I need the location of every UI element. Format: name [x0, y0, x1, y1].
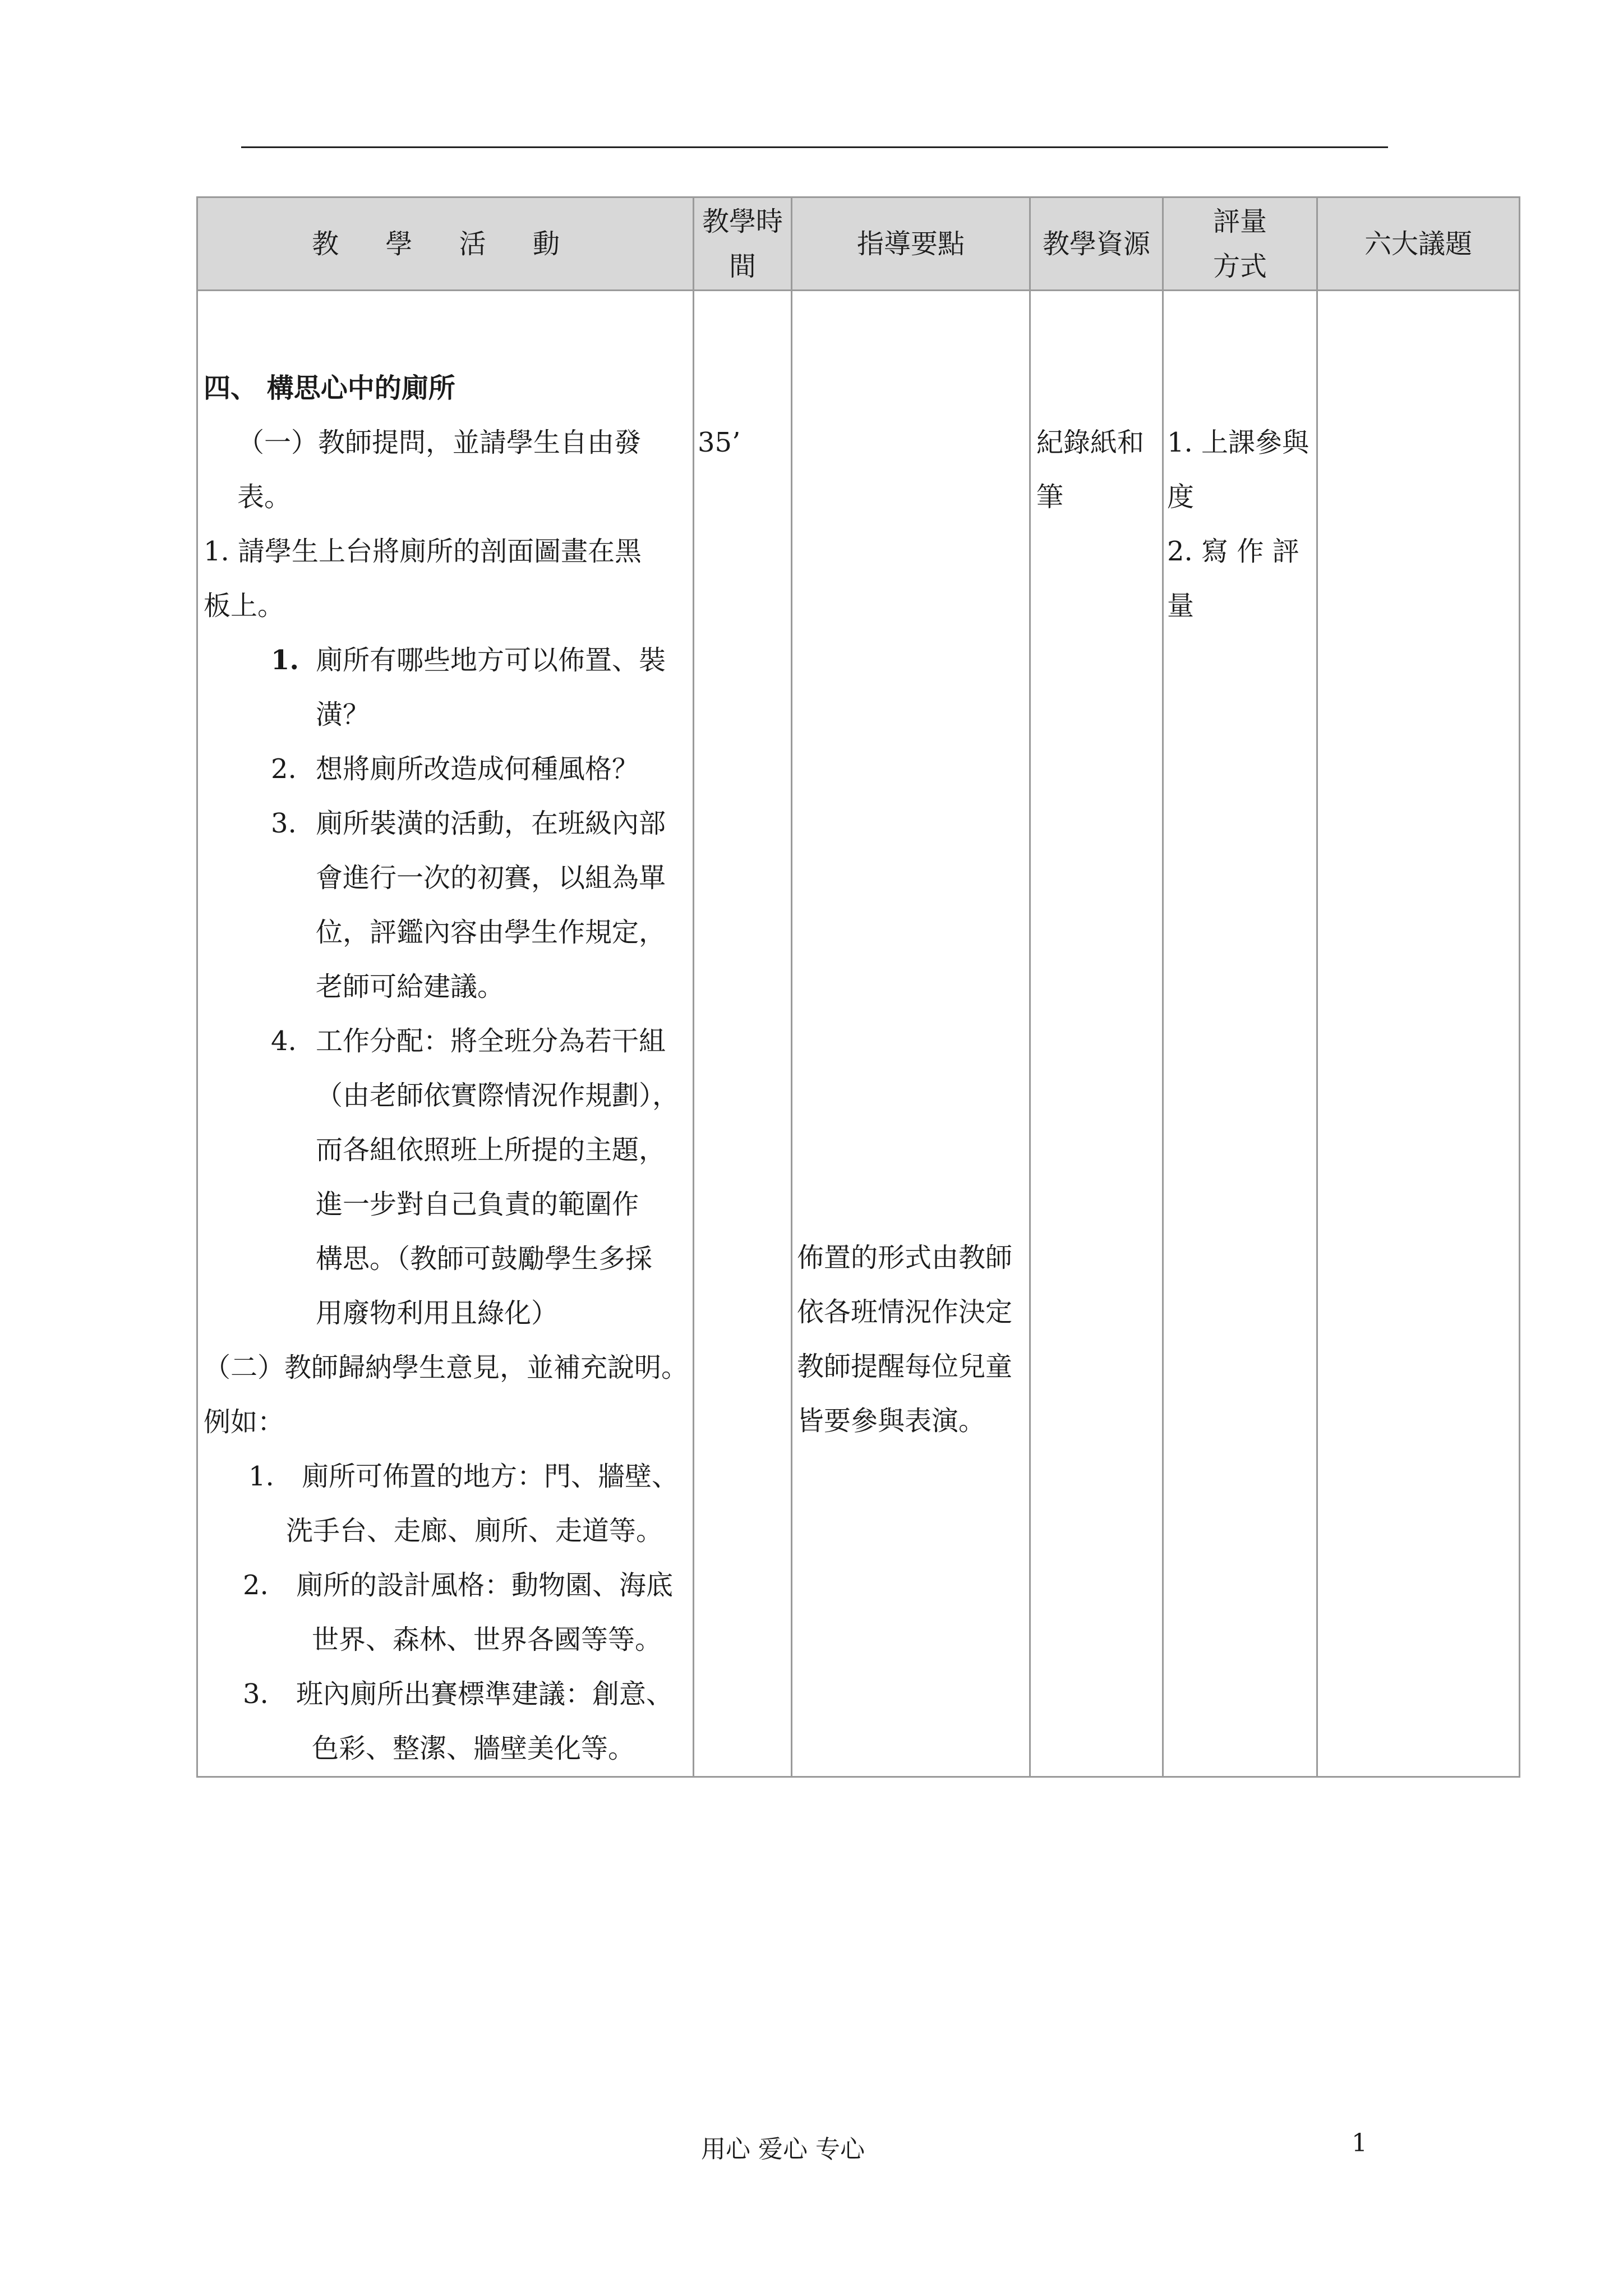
resource-line: 紀錄紙和 [1036, 427, 1145, 458]
header-rule [241, 146, 1388, 148]
header-time: 教學時 間 [694, 197, 792, 291]
list-item: 3. 廁所裝潢的活動，在班級內部 會進行一次的初賽，以組為單 位，評鑑內容由學生作規定， 老師可給建議。 [271, 808, 666, 1002]
part1-line: 1. 請學生上台將廁所的剖面圖畫在黑 [204, 536, 642, 567]
header-issues: 六大議題 [1317, 197, 1520, 291]
guide-cell [792, 291, 1030, 1777]
time-cell [694, 291, 792, 1777]
issues-cell [1317, 291, 1520, 1777]
part2-example: 例如： [204, 1406, 285, 1438]
lesson-plan-table [196, 196, 1520, 1778]
table-header-row [197, 197, 1520, 291]
examples-list [204, 1450, 693, 1776]
guide-line: 皆要參與表演。 [797, 1405, 986, 1437]
questions-list [204, 633, 693, 1341]
list-item: 1. 廁所有哪些地方可以佈置、裝 潢？ [271, 645, 666, 730]
evaluation-line: 度 [1167, 481, 1195, 513]
guide-line: 依各班情況作決定 [797, 1296, 1013, 1328]
page-number: 1 [1352, 2129, 1367, 2157]
header-guide: 指導要點 [792, 197, 1030, 291]
guide-line: 佈置的形式由教師 [797, 1242, 1013, 1273]
time-value: 35’ [698, 427, 741, 458]
header-resources: 教學資源 [1030, 197, 1163, 291]
evaluation-line: 2. 寫 作 評 [1167, 536, 1299, 567]
list-item: 3. 班內廁所出賽標準建議：創意、 色彩、整潔、牆壁美化等。 [243, 1678, 674, 1764]
footer-text: 用心 爱心 专心 [701, 2135, 865, 2164]
section-title: 四、 構思心中的廁所 [204, 372, 455, 404]
list-item: 1. 廁所可佈置的地方：門、牆壁、 洗手台、走廊、廁所、走道等。 [248, 1461, 679, 1547]
list-item: 2. 廁所的設計風格：動物園、海底 世界、森林、世界各國等等。 [243, 1570, 674, 1655]
part1-line: 板上。 [204, 590, 285, 622]
activity-cell [197, 291, 694, 1777]
guide-line: 教師提醒每位兒童 [797, 1351, 1013, 1382]
evaluation-cell [1163, 291, 1317, 1777]
resources-cell [1030, 291, 1163, 1777]
evaluation-line: 量 [1167, 590, 1195, 622]
list-item: 2. 想將廁所改造成何種風格？ [271, 753, 639, 785]
header-evaluation: 評量 方式 [1163, 197, 1317, 291]
table-body-row [197, 291, 1520, 1777]
part2-heading: （二）教師歸納學生意見，並補充說明。 [204, 1352, 689, 1383]
list-item: 4. 工作分配：將全班分為若干組 （由老師依實際情況作規劃）， 而各組依照班上所提的主題， 進一步對自己負責的範圍作 構思。（教師可鼓勵學生多採 用廢物利用且綠化） [271, 1025, 680, 1329]
part1-heading: （一）教師提問，並請學生自由發表。 [237, 427, 642, 513]
evaluation-line: 1. 上課參與 [1167, 427, 1310, 458]
header-activity: 教 學 活 動 [197, 197, 694, 291]
resource-line: 筆 [1036, 481, 1064, 513]
